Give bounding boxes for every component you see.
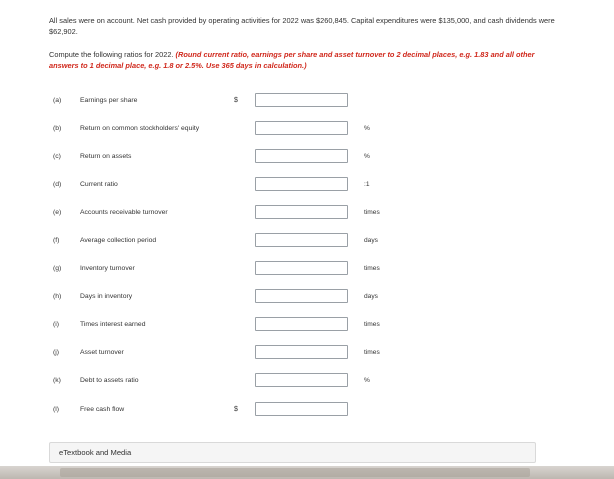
days-in-inventory-input[interactable] <box>255 289 348 303</box>
row-label: Accounts receivable turnover <box>80 209 168 216</box>
ratio-row-i <box>0 317 614 337</box>
row-letter: (c) <box>53 153 61 160</box>
row-label: Times interest earned <box>80 321 146 328</box>
row-label: Return on common stockholders' equity <box>80 125 200 132</box>
instructions <box>49 49 559 71</box>
average-collection-period-input[interactable] <box>255 233 348 247</box>
inventory-turnover-input[interactable] <box>255 261 348 275</box>
unit-label: times <box>364 209 380 216</box>
row-label: Average collection period <box>80 237 157 244</box>
dollar-prefix: $ <box>234 406 238 413</box>
row-letter: (a) <box>53 97 62 104</box>
ratio-row-l <box>0 402 614 422</box>
ratio-row-k <box>0 373 614 393</box>
row-label: Debt to assets ratio <box>80 377 139 384</box>
ratio-row-a <box>0 93 614 113</box>
row-label: Current ratio <box>80 181 118 188</box>
earnings-per-share-input[interactable] <box>255 93 348 107</box>
row-label: Inventory turnover <box>80 265 135 272</box>
ratio-row-j <box>0 345 614 365</box>
row-letter: (e) <box>53 209 62 216</box>
unit-label: :1 <box>364 181 370 188</box>
row-letter: (l) <box>53 406 60 413</box>
row-letter: (g) <box>53 265 62 272</box>
ratio-row-c <box>0 149 614 169</box>
ratio-row-g <box>0 261 614 281</box>
free-cash-flow-input[interactable] <box>255 402 348 416</box>
row-letter: (f) <box>53 237 60 244</box>
row-label: Free cash flow <box>80 406 125 413</box>
ratio-row-h <box>0 289 614 309</box>
times-interest-earned-input[interactable] <box>255 317 348 331</box>
row-letter: (b) <box>53 125 62 132</box>
row-letter: (j) <box>53 349 60 356</box>
problem-intro-text: All sales were on account. Net cash provided by operating activities for 2022 was $260,845. Capital expenditures were $135,000, and cash dividends were $62,902. <box>49 16 555 36</box>
ratio-row-b <box>0 121 614 141</box>
return-on-equity-input[interactable] <box>255 121 348 135</box>
row-letter: (i) <box>53 321 60 328</box>
etextbook-media-label: eTextbook and Media <box>59 448 132 457</box>
row-letter: (k) <box>53 377 61 384</box>
ratio-row-e <box>0 205 614 225</box>
asset-turnover-input[interactable] <box>255 345 348 359</box>
debt-to-assets-input[interactable] <box>255 373 348 387</box>
unit-label: times <box>364 265 380 272</box>
unit-label: times <box>364 349 380 356</box>
unit-label: % <box>364 125 370 132</box>
dollar-prefix: $ <box>234 97 238 104</box>
unit-label: times <box>364 321 380 328</box>
instructions-text: Compute the following ratios for 2022. <box>49 50 176 59</box>
unit-label: % <box>364 377 370 384</box>
bottom-toolbar-strip <box>0 466 614 479</box>
ratio-row-d <box>0 177 614 197</box>
row-label: Earnings per share <box>80 97 138 104</box>
ratio-row-f <box>0 233 614 253</box>
unit-label: days <box>364 293 378 300</box>
toolbar-blur <box>60 468 530 477</box>
row-label: Asset turnover <box>80 349 124 356</box>
current-ratio-input[interactable] <box>255 177 348 191</box>
row-label: Return on assets <box>80 153 132 160</box>
etextbook-media-panel[interactable] <box>49 442 536 463</box>
return-on-assets-input[interactable] <box>255 149 348 163</box>
rounding-instructions: (Round current ratio, earnings per share and asset turnover to 2 decimal places, e.g. 1.83 and all other answers to 1 decimal place, e.g. 1.8 or 2.5%. Use 365 days in calculation.) <box>49 50 535 70</box>
unit-label: days <box>364 237 378 244</box>
row-label: Days in inventory <box>80 293 133 300</box>
receivable-turnover-input[interactable] <box>255 205 348 219</box>
row-letter: (h) <box>53 293 62 300</box>
unit-label: % <box>364 153 370 160</box>
row-letter: (d) <box>53 181 62 188</box>
